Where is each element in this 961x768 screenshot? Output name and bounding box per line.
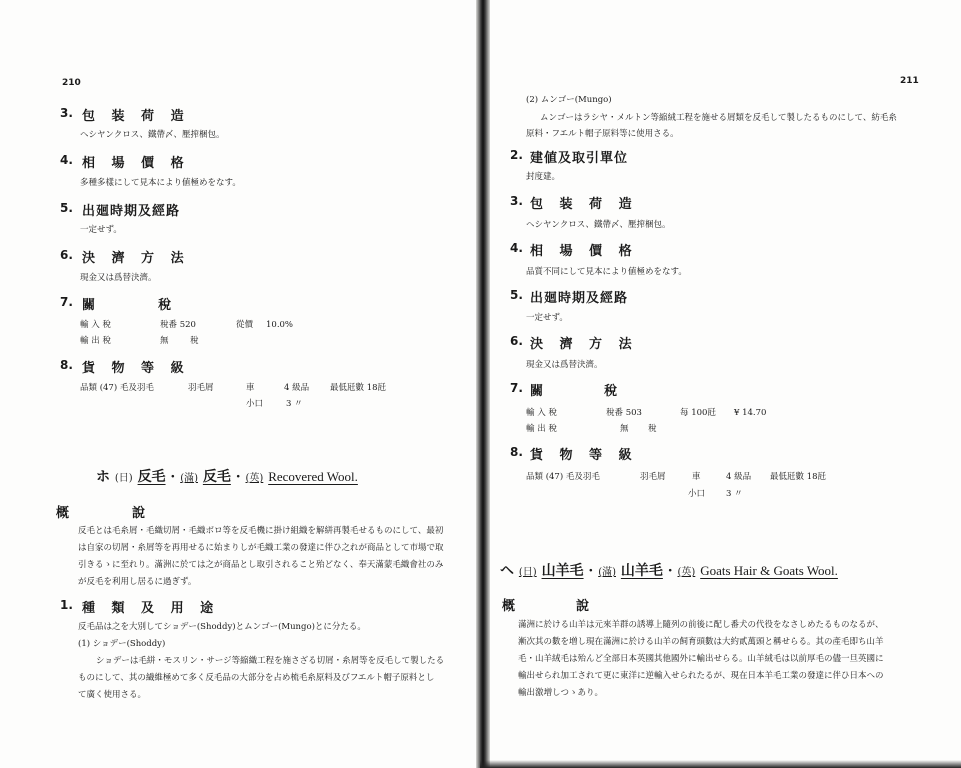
section-text: 現金又は爲替決濟。 bbox=[80, 273, 157, 283]
book-gutter bbox=[476, 0, 490, 768]
section-text: 多種多樣にして見本により値極めをなす。 bbox=[80, 178, 241, 188]
section-text: ヘシヤンクロス、鐵帶〆、壓搾梱包。 bbox=[526, 220, 671, 230]
para-line: が反毛を利用し居るに過ぎず。 bbox=[78, 577, 197, 587]
page-number: 211 bbox=[900, 76, 919, 86]
section-title: 關 bbox=[82, 298, 102, 313]
section-number: 6. bbox=[60, 248, 73, 262]
gaisetsu-b: 說 bbox=[576, 599, 590, 614]
para-line: 原料・フエルト帽子原料等に使用さる。 bbox=[526, 129, 679, 139]
tax-col3: ¥ 14.70 bbox=[734, 408, 767, 418]
grade-d: 4 級品 bbox=[284, 383, 310, 393]
section-title: 種 類 及 用 途 bbox=[82, 601, 220, 616]
section-number: 6. bbox=[510, 334, 523, 348]
section-text: 一定せず。 bbox=[80, 225, 122, 235]
para-line: 反毛とは毛糸屑・毛織切屑・毛織ボロ等を反毛機に掛け組織を解絣再製毛せるものにして、最初 bbox=[78, 526, 444, 536]
section-title-2: 稅 bbox=[158, 298, 178, 313]
section-number: 4. bbox=[510, 241, 523, 255]
section-title: 相 場 價 格 bbox=[82, 156, 190, 171]
section-number: 8. bbox=[510, 445, 523, 459]
section-text: ヘシヤンクロス、鐵帶〆、壓搾梱包。 bbox=[80, 130, 225, 140]
para-line: 引きるゝに至れり。滿洲に於ては之が商品とし取引されること殆どなく、奉天滿蒙毛織會社のみ bbox=[78, 560, 444, 570]
section-title: 關 bbox=[530, 384, 550, 399]
grade-a: 品類 (47) 毛及羽毛 bbox=[80, 383, 154, 393]
section-number: 3. bbox=[510, 194, 523, 208]
para-line: 漸次其の數を増し現在滿洲に於ける山羊の飼育頭數は大約貳萬頭と稱せらる。其の產毛即ち山羊 bbox=[518, 637, 884, 647]
grade-c: 小口 bbox=[246, 399, 264, 409]
para-line: ものにして、其の繊維極めて多く反毛品の大部分を占め梳毛糸原料及びフエルト帽子原料とし bbox=[78, 673, 435, 683]
tax-col1: 無 bbox=[620, 424, 629, 434]
para-line: ショデーは毛絣・モスリン・サージ等縮織工程を施さざる切屑・糸屑等を反毛して製したる bbox=[96, 656, 445, 666]
section-title: 貨 物 等 級 bbox=[82, 361, 190, 376]
grade-d: 3 〃 bbox=[726, 489, 743, 499]
para-line: 輸出激増しつゝあり。 bbox=[518, 688, 604, 698]
tax-label: 輸 出 稅 bbox=[80, 336, 111, 346]
section-text: 一定せず。 bbox=[526, 313, 568, 323]
tax-label: 輸 入 稅 bbox=[526, 408, 557, 418]
grade-b: 羽毛屑 bbox=[640, 472, 666, 482]
tax-col2: 每 100瓩 bbox=[680, 408, 716, 418]
para-line: 滿洲に於ける山羊は元來羊群の誘導上隨列の前後に配し番犬の代役をなさしめたるものなるが、 bbox=[518, 620, 884, 630]
section-title: 相 場 價 格 bbox=[530, 244, 638, 259]
section-title: 出廻時期及經路 bbox=[82, 204, 181, 219]
grade-e: 最低瓩數 18瓩 bbox=[770, 472, 827, 482]
tax-label: 輸 出 稅 bbox=[526, 424, 557, 434]
right-page bbox=[488, 0, 961, 768]
grade-c: 車 bbox=[692, 472, 701, 482]
grade-d: 4 級品 bbox=[726, 472, 752, 482]
tax-col2: 稅 bbox=[648, 424, 657, 434]
section-text: 品質不同にして見本により値極めをなす。 bbox=[526, 267, 687, 277]
section-title: 決 濟 方 法 bbox=[530, 337, 638, 352]
tax-col2: 稅 bbox=[190, 336, 199, 346]
section-text: 反毛品は之を大別してショデー(Shoddy)とムンゴー(Mungo)とに分たる。 bbox=[78, 622, 366, 632]
section-number: 1. bbox=[60, 598, 73, 612]
grade-c: 小口 bbox=[688, 489, 706, 499]
grade-c: 車 bbox=[246, 383, 255, 393]
tax-label: 輸 入 稅 bbox=[80, 320, 111, 330]
tax-col1: 稅番 520 bbox=[160, 320, 196, 330]
section-number: 5. bbox=[510, 288, 523, 302]
tax-col1: 無 bbox=[160, 336, 169, 346]
chapter-heading: ホ (日) 反毛 · (滿) 反毛 · (英) Recovered Wool. bbox=[96, 469, 358, 485]
para-line: は自家の切屑・糸屑等を再用せるに始まりしが毛織工業の發達に伴ひ之れが商品として市場で取 bbox=[78, 543, 444, 553]
section-text: 現金又は爲替決濟。 bbox=[526, 360, 603, 370]
gaisetsu-a: 概 bbox=[502, 599, 516, 614]
gaisetsu-b: 說 bbox=[132, 506, 146, 521]
para-line: ムンゴーはラシヤ・メルトン等縮絨工程を施せる屑類を反毛して製したるものにして、紡毛糸 bbox=[540, 113, 897, 123]
section-number: 5. bbox=[60, 201, 73, 215]
grade-b: 羽毛屑 bbox=[188, 383, 214, 393]
page-number: 210 bbox=[62, 78, 81, 88]
para-line: 毛・山羊絨毛は殆んど全部日本英國其他國外に輸出せらる。山羊絨毛は以前厚毛の儘一旦英國に bbox=[518, 654, 884, 664]
section-title: 決 濟 方 法 bbox=[82, 251, 190, 266]
tax-col1: 稅番 503 bbox=[606, 408, 642, 418]
section-title: 貨 物 等 級 bbox=[530, 448, 638, 463]
section-title-2: 稅 bbox=[604, 384, 624, 399]
section-title: 包 装 荷 造 bbox=[82, 109, 190, 124]
section-number: 2. bbox=[510, 148, 523, 162]
grade-d: 3 〃 bbox=[286, 399, 303, 409]
sub-heading: (1) ショデー(Shoddy) bbox=[78, 639, 166, 649]
grade-a: 品類 (47) 毛及羽毛 bbox=[526, 472, 600, 482]
section-title: 建値及取引單位 bbox=[530, 151, 629, 166]
left-page bbox=[0, 0, 478, 768]
tax-col3: 10.0% bbox=[266, 320, 294, 330]
chapter-heading: ヘ (日) 山羊毛 · (滿) 山羊毛 · (英) Goats Hair & Goats Wool. bbox=[500, 563, 838, 579]
sub-heading: (2) ムンゴー(Mungo) bbox=[526, 95, 612, 105]
page-edge-shadow bbox=[480, 760, 961, 768]
gaisetsu-a: 概 bbox=[56, 506, 70, 521]
section-number: 7. bbox=[60, 295, 73, 309]
para-line: て廣く使用さる。 bbox=[78, 690, 147, 700]
para-line: 輸出せられ加工されて更に東洋に逆輸入せられたるが、現在日本羊毛工業の發達に伴ひ日本への bbox=[518, 671, 884, 681]
section-number: 4. bbox=[60, 153, 73, 167]
section-title: 出廻時期及經路 bbox=[530, 291, 629, 306]
section-number: 8. bbox=[60, 358, 73, 372]
grade-e: 最低瓩數 18瓩 bbox=[330, 383, 387, 393]
section-number: 7. bbox=[510, 381, 523, 395]
section-number: 3. bbox=[60, 106, 73, 120]
section-title: 包 装 荷 造 bbox=[530, 197, 638, 212]
tax-col2: 從價 bbox=[236, 320, 254, 330]
section-text: 封度建。 bbox=[526, 172, 561, 182]
